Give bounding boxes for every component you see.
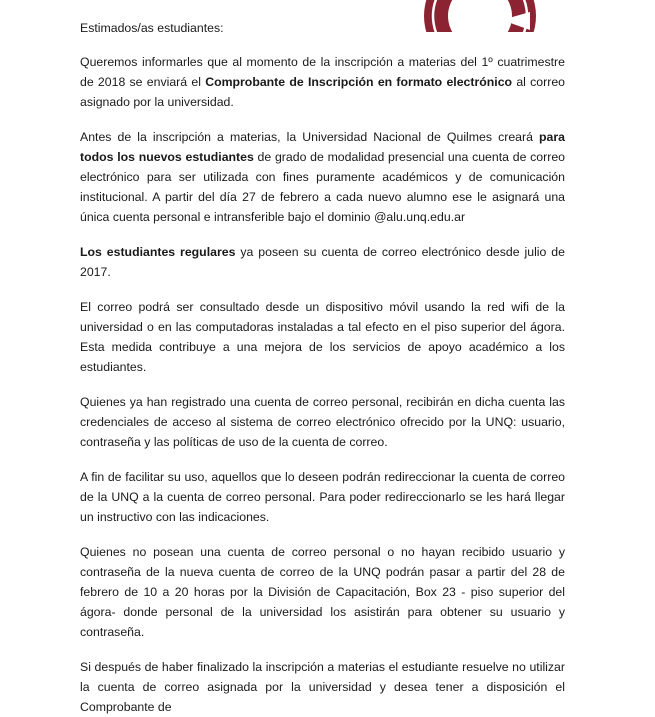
paragraph-regular-students [80,242,565,282]
p1-bold: Comprobante de Inscripción en formato electrónico [205,75,513,89]
p3-text-c: ya poseen su cuenta de correo electrónico desde julio de 2017. [80,245,565,279]
greeting: Estimados/as estudiantes: [80,21,224,35]
paragraph-credentials: Quienes ya han registrado una cuenta de correo personal, recibirán en dicha cuenta las credenciales de acceso al sistema de correo electrónico ofrecido por la UNQ: usuario, contraseña y las políticas de uso de la cuenta de correo. [80,395,565,449]
paragraph-redirect: A fin de facilitar su uso, aquellos que lo deseen podrán redireccionar la cuenta de correo de la UNQ a la cuenta de correo personal. Para poder redireccionarlo se les hará llegar un instructivo con las indicaciones. [80,470,565,524]
paragraph-enrollment-receipt [80,52,565,112]
paragraph-access: El correo podrá ser consultado desde un dispositivo móvil usando la red wifi de la universidad o en las computadoras instaladas a tal efecto en el piso superior del ágora. Esta medida contribuye a una mejora de los servicios de apoyo académico a los estudiantes. [80,300,565,374]
paragraph-new-students [80,127,565,227]
paragraph-opt-out: Si después de haber finalizado la inscripción a materias el estudiante resuelve no utilizar la cuenta de correo asignada por la universidad y desea tener a disposición el Comprobante de [80,660,565,714]
p2-text-c: de grado de modalidad presencial una cuenta de correo electrónico para ser utilizada con fines puramente académicos y de comunicación institucional. A partir del día 27 de febrero a cada nuevo alumno ese le asignará una única cuenta personal e intransferible bajo el dominio @alu.unq.edu.ar [80,150,565,224]
paragraph-assistance: Quienes no posean una cuenta de correo personal o no hayan recibido usuario y contraseña de la nueva cuenta de correo de la UNQ podrán pasar a partir del 28 de febrero de 10 a 20 horas por la División de Capacitación, Box 23 - piso superior del ágora- donde personal de la universidad los asistirán para obtener su usuario y contraseña. [80,545,565,639]
p1-text-c: al correo asignado por la universidad. [80,75,565,109]
p2-text-a: Antes de la inscripción a materias, la Universidad Nacional de Quilmes creará [80,130,540,144]
p2-bold: para todos los nuevos estudiantes [80,130,565,164]
letter-body [80,18,565,717]
p3-bold: Los estudiantes regulares [80,245,236,259]
p1-text-a: Queremos informarles que al momento de la inscripción a materias del 1º cuatrimestre de 2018 se enviará el [80,55,565,89]
